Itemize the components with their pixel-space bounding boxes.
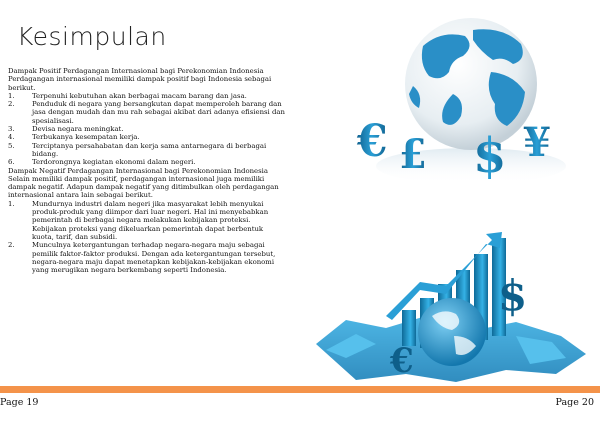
page-number-left: Page 19 [0,397,39,408]
globe-with-currency-symbols-image [353,16,575,202]
euro-symbol-icon: € [390,341,414,381]
positive-intro: Perdagangan internasional memiliki dampak positif bagi Indonesia sebagai berikut. [8,75,272,92]
list-item: 5. Terciptanya persahabatan dan kerja sama antarnegara di berbagai bidang. [8,141,267,158]
footer-bar [0,386,600,393]
list-item: 1. Terpenuhi kebutuhan akan berbagai macam barang dan jasa. [8,91,247,100]
euro-symbol-icon: € [357,116,388,167]
globe-with-bar-chart-and-dollar-image [316,224,586,386]
dollar-symbol-icon: $ [498,271,528,320]
negative-heading: Dampak Negatif Perdagangan Internasional bagi Perekonomian Indonesia [8,166,268,175]
dollar-symbol-icon: $ [473,128,507,184]
negative-intro: Selain memiliki dampak positif, perdagangan internasional juga memiliki dampak negatif. Adapun dampak negatif yang ditimbulkan oleh perdagangan internasional antara lain sebagai berikut. [8,174,279,200]
list-item: 4. Terbukanya kesempatan kerja. [8,133,140,142]
pound-symbol-icon: £ [399,131,427,178]
list-item: 1. Mundurnya industri dalam negeri jika masyarakat lebih menyukai produk-produk yang diimpor dari luar negeri. Hal ini menyebabkan pemerintah di berbagai negara melakukan kebijakan proteksi. Kebijakan proteksi yang dikeluarkan pemerintah dapat berbentuk kuota, tarif, dan subsidi. [8,199,269,241]
page-title: Kesimpulan [17,22,167,51]
yen-symbol-icon: ¥ [523,119,551,166]
list-item: 2. Penduduk di negara yang bersangkutan dapat memperoleh barang dan jasa dengan mudah dan mu rah sebagai akibat dari adanya efisiensi dan spesialisasi. [8,100,285,125]
page-number-right: Page 20 [555,397,594,408]
list-item: 2. Munculnya ketergantungan terhadap negara-negara maju sebagai pemilik faktor-faktor produksi. Dengan ada ketergantungan tersebut, negara-negara maju dapat menetapkan kebijakan-kebijakan ekonomi yang merugikan negara berkembang seperti Indonesia. [8,241,276,275]
list-item: 6. Terdorongnya kegiatan ekonomi dalam negeri. [8,158,196,167]
body-text [8,67,286,274]
positive-heading: Dampak Positif Perdagangan Internasional bagi Perekonomian Indonesia [8,67,264,75]
list-item: 3. Devisa negara meningkat. [8,125,124,134]
